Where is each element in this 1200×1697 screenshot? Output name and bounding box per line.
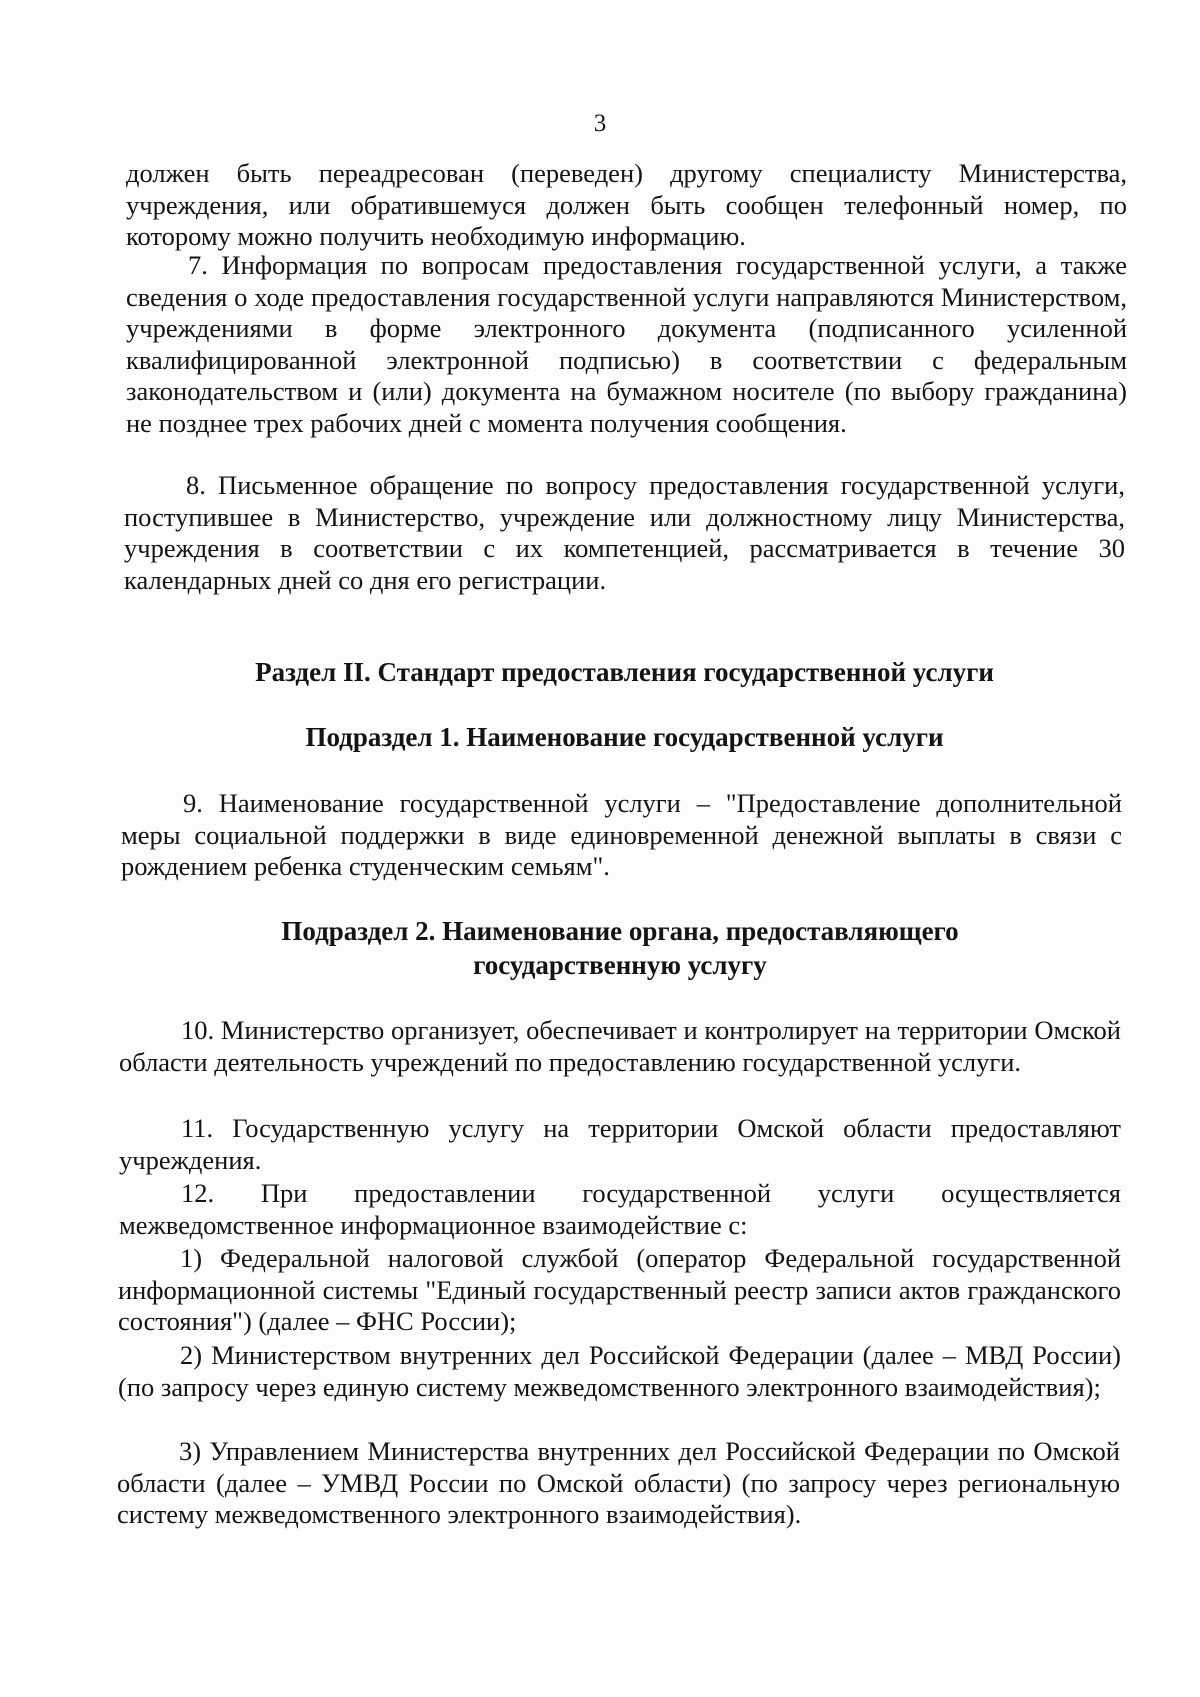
paragraph-8: 8. Письменное обращение по вопросу предоставления государственной услуги, поступившее в Министерство, учреждение или должностному лицу Министерства, учреждения в соответствии с их компетенцией, рассматривается в течение 30 календарных дней со дня его регистрации.: [124, 470, 1125, 595]
paragraph-10: 10. Министерство организует, обеспечивает и контролирует на территории Омской области деятельность учреждений по предоставлению государственной услуги.: [119, 1015, 1121, 1077]
section-2-heading: Раздел II. Стандарт предоставления государственной услуги: [255, 657, 994, 687]
paragraph-12-item-2: 2) Министерством внутренних дел Российской Федерации (далее – МВД России) (по запросу через единую систему межведомственного электронного взаимодействия);: [118, 1340, 1121, 1402]
paragraph-11: 11. Государственную услугу на территории Омской области предоставляют учреждения.: [119, 1113, 1121, 1175]
paragraph-12-item-1: 1) Федеральной налоговой службой (оператор Федеральной государственной информационной системы "Единый государственный реестр записи актов гражданского состояния") (далее – ФНС России);: [118, 1243, 1121, 1336]
page-number: 3: [593, 110, 607, 137]
paragraph-9: 9. Наименование государственной услуги – "Предоставление дополнительной меры социальной поддержки в виде единовременной денежной выплаты в связи с рождением ребенка студенческим семьям".: [121, 788, 1122, 881]
subsection-2-heading-line-2: государственную услугу: [473, 950, 767, 980]
paragraph-7: 7. Информация по вопросам предоставления государственной услуги, а также сведения о ходе предоставления государственной услуги направляются Министерством, учреждениями в форме электронного документа (подписанного усиленной квалифицированной электронной подписью) в соответствии с федеральным законодательством и (или) документа на бумажном носителе (по выбору гражданина) не позднее трех рабочих дней с момента получения сообщения.: [126, 250, 1127, 438]
subsection-2-heading-line-1: Подраздел 2. Наименование органа, предоставляющего: [281, 916, 959, 946]
paragraph-continuation: должен быть переадресован (переведен) другому специалисту Министерства, учреждения, или обратившемуся должен быть сообщен телефонный номер, по которому можно получить необходимую информацию.: [126, 158, 1127, 251]
subsection-2-heading: [220, 914, 1020, 982]
subsection-1-heading: Подраздел 1. Наименование государственной услуги: [305, 722, 944, 752]
paragraph-12: 12. При предоставлении государственной услуги осуществляется межведомственное информационное взаимодействие с:: [119, 1178, 1121, 1240]
paragraph-12-item-3: 3) Управлением Министерства внутренних дел Российской Федерации по Омской области (далее – УМВД России по Омской области) (по запросу через региональную систему межведомственного электронного взаимодействия).: [117, 1436, 1120, 1529]
